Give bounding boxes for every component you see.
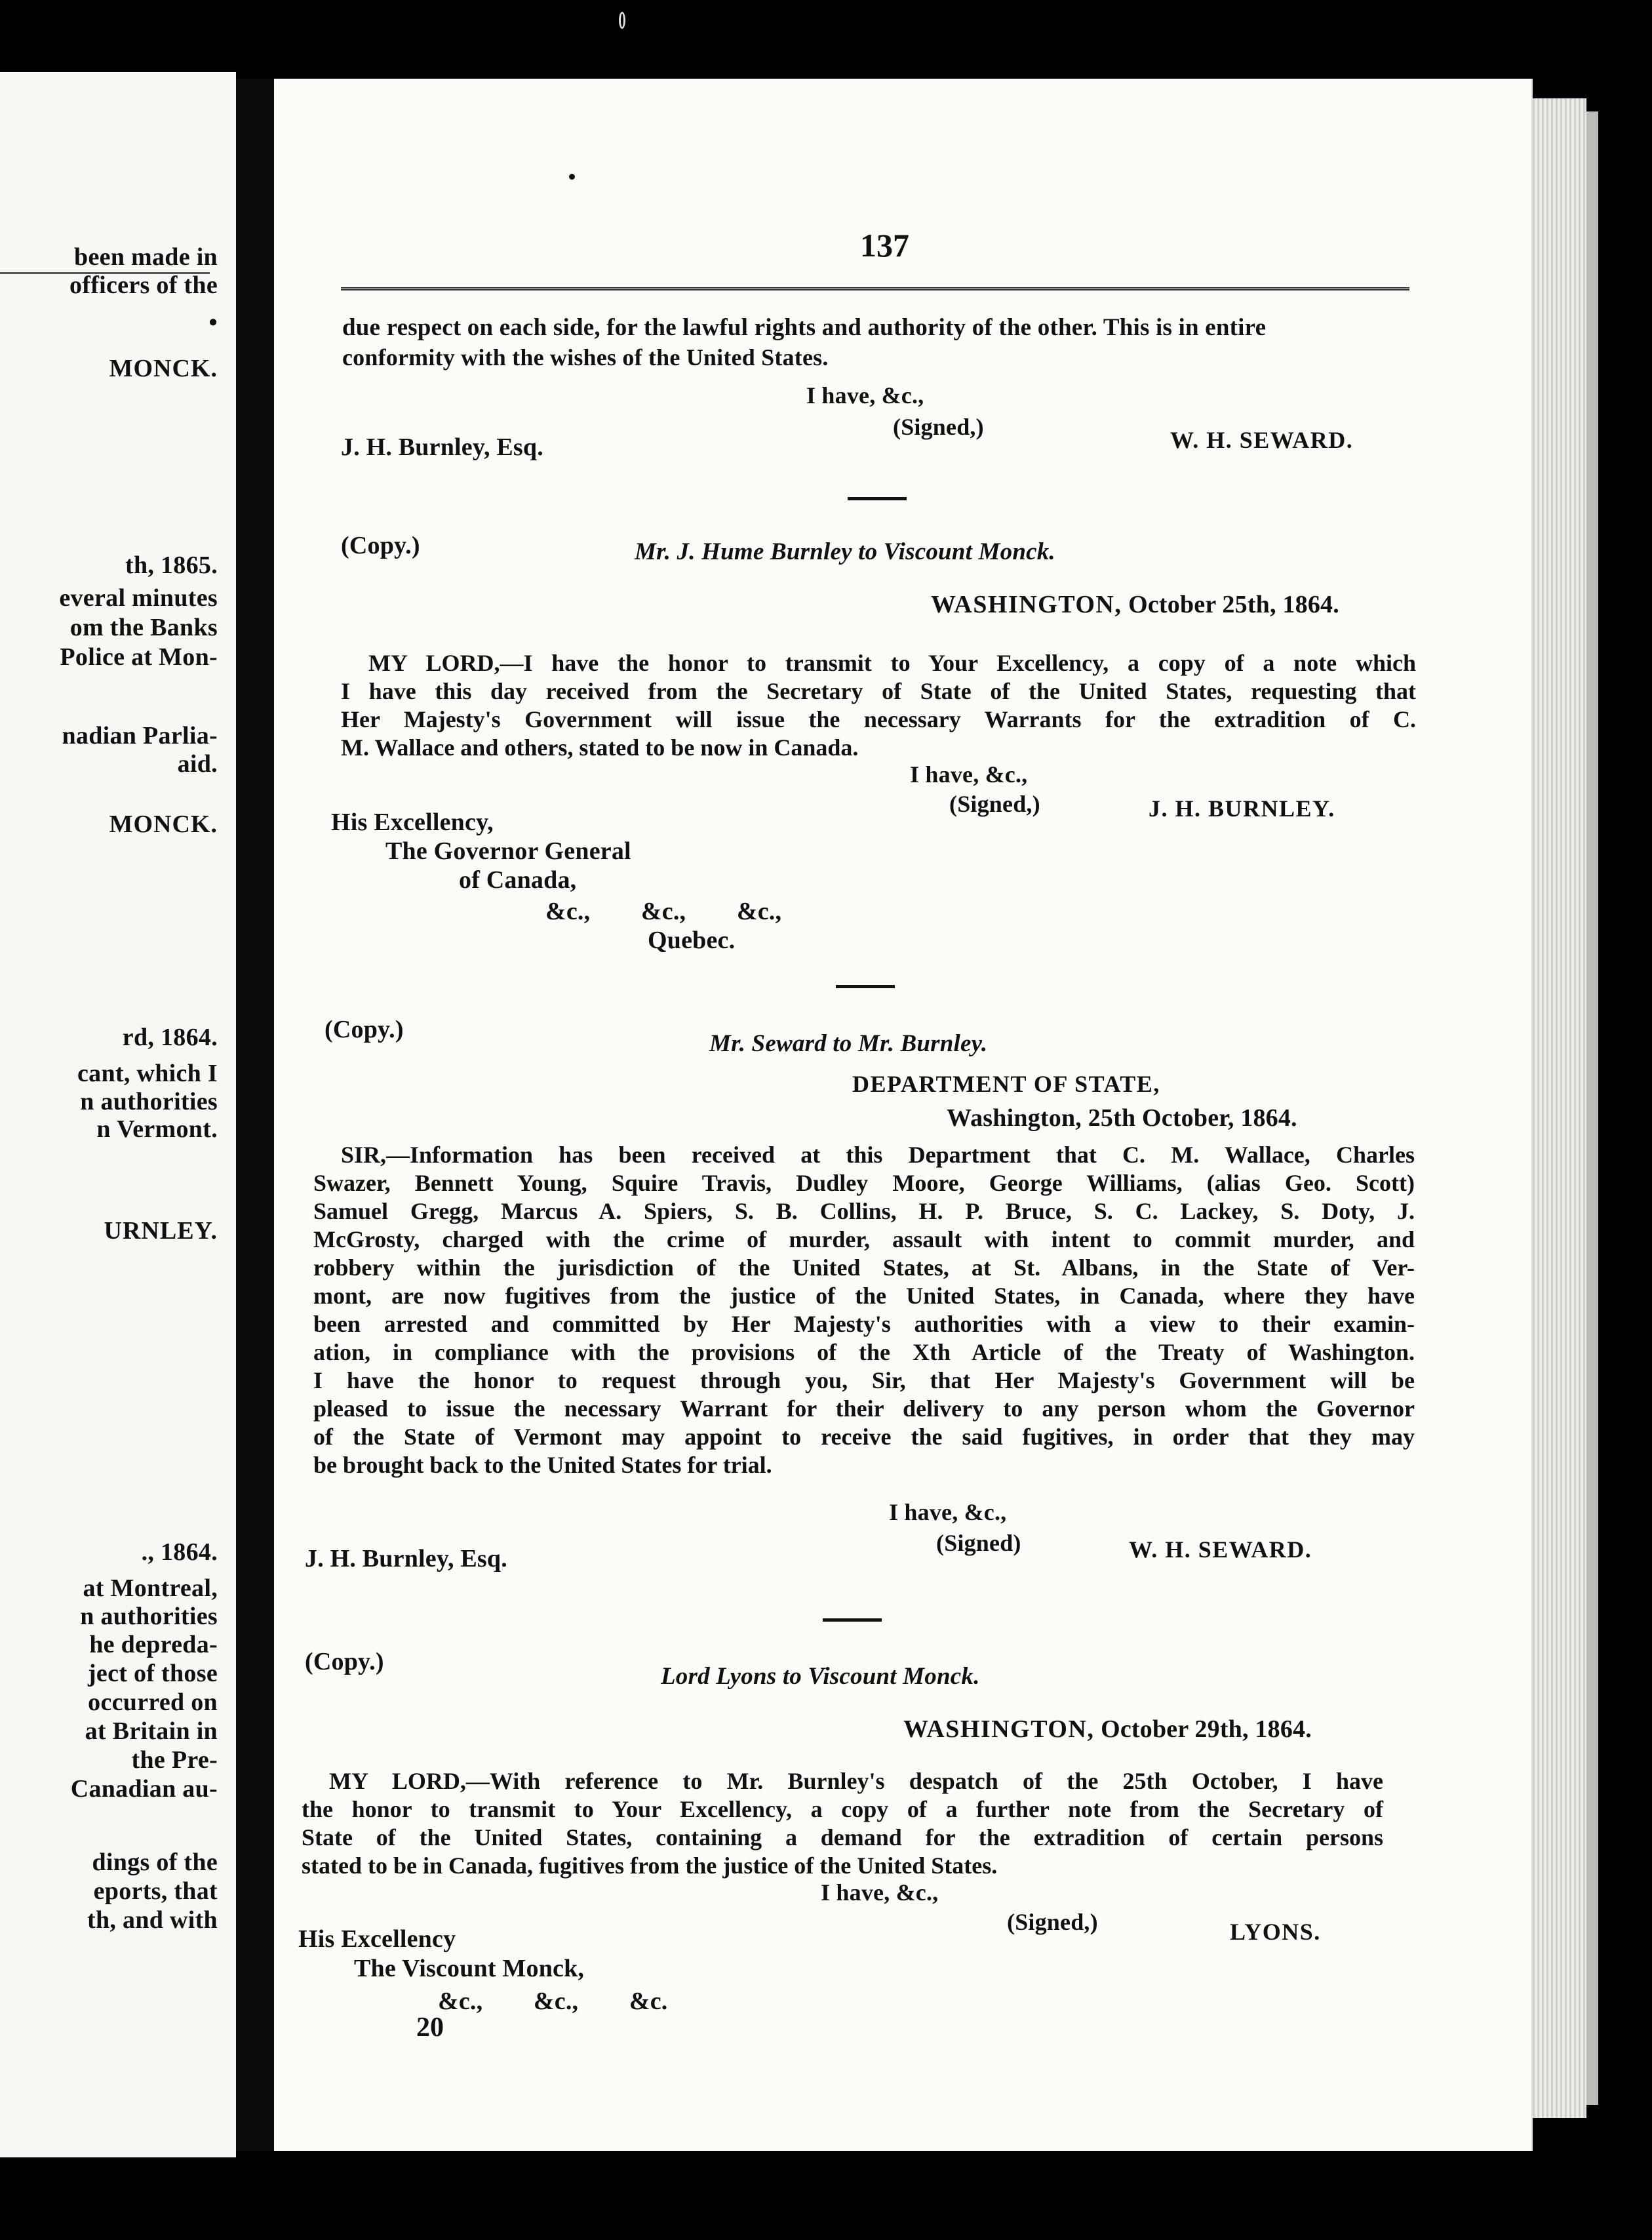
letter2-line: Swazer, Bennett Young, Squire Travis, Dudley Moore, George Williams, (alias Geo. Scott) xyxy=(313,1170,1415,1196)
letter3-addr1: His Excellency xyxy=(298,1925,456,1953)
letter3-line: stated to be in Canada, fugitives from the justice of the United States. xyxy=(302,1852,998,1879)
left-page-line: URNLEY. xyxy=(104,1217,218,1245)
letter2-line: Samuel Gregg, Marcus A. Spiers, S. B. Collins, H. P. Bruce, S. C. Lackey, S. Doty, J. xyxy=(313,1198,1415,1224)
letter3-line: MY LORD,—With reference to Mr. Burnley's despatch of the 25th October, I have xyxy=(329,1768,1383,1794)
letter2-body xyxy=(313,1141,1415,1479)
letter2-addressee: J. H. Burnley, Esq. xyxy=(305,1545,507,1572)
letter3-heading: Lord Lyons to Viscount Monck. xyxy=(661,1663,980,1690)
letter1-copy: (Copy.) xyxy=(341,532,420,559)
book-gutter xyxy=(236,79,275,2151)
left-page-line: aid. xyxy=(177,750,218,778)
left-page-line: MONCK. xyxy=(109,355,218,382)
letter2-line: be brought back to the United States for trial. xyxy=(313,1452,772,1478)
page-number: 137 xyxy=(860,227,909,264)
ink-speck xyxy=(569,174,575,180)
left-page-line: ject of those xyxy=(87,1660,218,1687)
letter1-signature: J. H. BURNLEY. xyxy=(1149,795,1335,822)
letter2-line: mont, are now fugitives from the justice of the United States, in Canada, where they have xyxy=(313,1283,1415,1309)
letter2-heading: Mr. Seward to Mr. Burnley. xyxy=(709,1030,988,1057)
letter1-line: MY LORD,—I have the honor to transmit to Your Excellency, a copy of a note which xyxy=(368,650,1416,676)
left-facing-page xyxy=(0,72,236,2157)
header-rule xyxy=(341,287,1409,290)
left-page-line: cant, which I xyxy=(77,1060,218,1087)
left-page-line: been made in xyxy=(74,243,218,271)
left-page-line: th, 1865. xyxy=(125,551,218,579)
letter3-addr2: The Viscount Monck, xyxy=(354,1955,585,1982)
left-page-line: he depreda- xyxy=(89,1631,218,1658)
page-edges xyxy=(1533,98,1586,2118)
letter2-line: robbery within the jurisdiction of the United States, at St. Albans, in the State of Ver- xyxy=(313,1254,1415,1281)
letter3-signature: LYONS. xyxy=(1230,1919,1321,1945)
letter2-place2: Washington, 25th October, 1864. xyxy=(947,1104,1297,1132)
letter1-closing: I have, &c., xyxy=(910,761,1028,788)
letter1-line: Her Majesty's Government will issue the necessary Warrants for the extradition of C. xyxy=(341,706,1416,732)
left-page-line: Canadian au- xyxy=(70,1775,218,1803)
page-edges-outer xyxy=(1586,111,1598,2105)
letter1-place-date: WASHINGTON, October 25th, 1864. xyxy=(931,591,1339,618)
letter0-line1: due respect on each side, for the lawful rights and authority of the other. This is in entire xyxy=(342,314,1267,341)
letter1-addr4: &c., &c., &c., xyxy=(545,898,782,925)
left-page-line: MONCK. xyxy=(109,810,218,838)
left-page-line: at Britain in xyxy=(85,1717,218,1745)
letter2-line: been arrested and committed by Her Majesty's authorities with a view to their examin- xyxy=(313,1311,1415,1337)
letter1-line: M. Wallace and others, stated to be now in Canada. xyxy=(341,734,859,761)
left-page-line: nadian Parlia- xyxy=(62,722,218,750)
letter1-addr5: Quebec. xyxy=(648,927,736,954)
letter3-addr3: &c., &c., &c. xyxy=(438,1988,668,2015)
letter3-body xyxy=(302,1767,1383,1880)
letter3-line: the honor to transmit to Your Excellency, a copy of a further note from the Secretary of xyxy=(302,1796,1383,1822)
letter2-closing: I have, &c., xyxy=(889,1499,1007,1525)
letter1-heading: Mr. J. Hume Burnley to Viscount Monck. xyxy=(635,538,1055,565)
letter1-body xyxy=(341,649,1416,762)
letter2-place1: DEPARTMENT OF STATE, xyxy=(852,1071,1160,1097)
folio-number: 20 xyxy=(416,2012,444,2043)
letter3-closing: I have, &c., xyxy=(821,1879,939,1906)
left-page-line: n Vermont. xyxy=(96,1115,218,1143)
letter0-line2: conformity with the wishes of the United States. xyxy=(342,344,829,370)
left-page-line: eports, that xyxy=(93,1877,218,1905)
left-page-line: dings of the xyxy=(92,1849,218,1876)
left-page-line: n authorities xyxy=(80,1088,218,1115)
letter0-closing: I have, &c., xyxy=(806,382,924,409)
letter2-line: ation, in compliance with the provisions of the Xth Article of the Treaty of Washington. xyxy=(313,1339,1415,1365)
letter1-line: I have this day received from the Secretary of State of the United States, requesting that xyxy=(341,678,1416,704)
letter3-place-date: WASHINGTON, October 29th, 1864. xyxy=(903,1715,1312,1743)
left-page-line: n authorities xyxy=(80,1603,218,1630)
letter2-copy: (Copy.) xyxy=(324,1016,404,1043)
letter2-line: SIR,—Information has been received at this Department that C. M. Wallace, Charles xyxy=(341,1142,1415,1168)
letter2-signed: (Signed) xyxy=(936,1530,1021,1556)
letter3-line: State of the United States, containing a demand for the extradition of certain persons xyxy=(302,1824,1383,1850)
letter1-addr1: His Excellency, xyxy=(331,809,494,836)
letter1-addr3: of Canada, xyxy=(459,866,577,894)
left-page-line: at Montreal, xyxy=(83,1574,218,1602)
letter2-line: of the State of Vermont may appoint to receive the said fugitives, in order that they may xyxy=(313,1424,1415,1450)
left-page-line: the Pre- xyxy=(131,1746,218,1774)
letter0-signature: W. H. SEWARD. xyxy=(1170,427,1354,453)
left-page-line: ., 1864. xyxy=(141,1538,218,1566)
left-page-line: om the Banks xyxy=(69,614,218,641)
left-page-line: th, and with xyxy=(87,1906,218,1934)
letter3-signed: (Signed,) xyxy=(1007,1909,1098,1935)
left-page-line: rd, 1864. xyxy=(122,1024,218,1051)
letter2-line: McGrosty, charged with the crime of murder, assault with intent to commit murder, and xyxy=(313,1226,1415,1252)
left-page-line: everal minutes xyxy=(59,584,218,612)
left-page-line: officers of the xyxy=(69,271,218,299)
letter0-addressee: J. H. Burnley, Esq. xyxy=(341,433,543,461)
separator-rule-1 xyxy=(848,497,907,500)
letter2-line: pleased to issue the necessary Warrant for their delivery to any person whom the Governor xyxy=(313,1395,1415,1422)
left-page-line: occurred on xyxy=(88,1689,218,1716)
left-page-line: • xyxy=(208,309,218,336)
letter3-copy: (Copy.) xyxy=(305,1648,384,1675)
letter2-signature: W. H. SEWARD. xyxy=(1129,1536,1312,1563)
letter1-addr2: The Governor General xyxy=(385,837,631,865)
separator-rule-2 xyxy=(836,985,895,988)
left-page-line: Police at Mon- xyxy=(60,643,218,671)
binding-hole xyxy=(619,12,625,29)
letter1-signed: (Signed,) xyxy=(949,791,1040,817)
letter2-line: I have the honor to request through you, Sir, that Her Majesty's Government will be xyxy=(313,1367,1415,1393)
letter0-signed: (Signed,) xyxy=(893,414,984,440)
separator-rule-3 xyxy=(823,1618,882,1622)
